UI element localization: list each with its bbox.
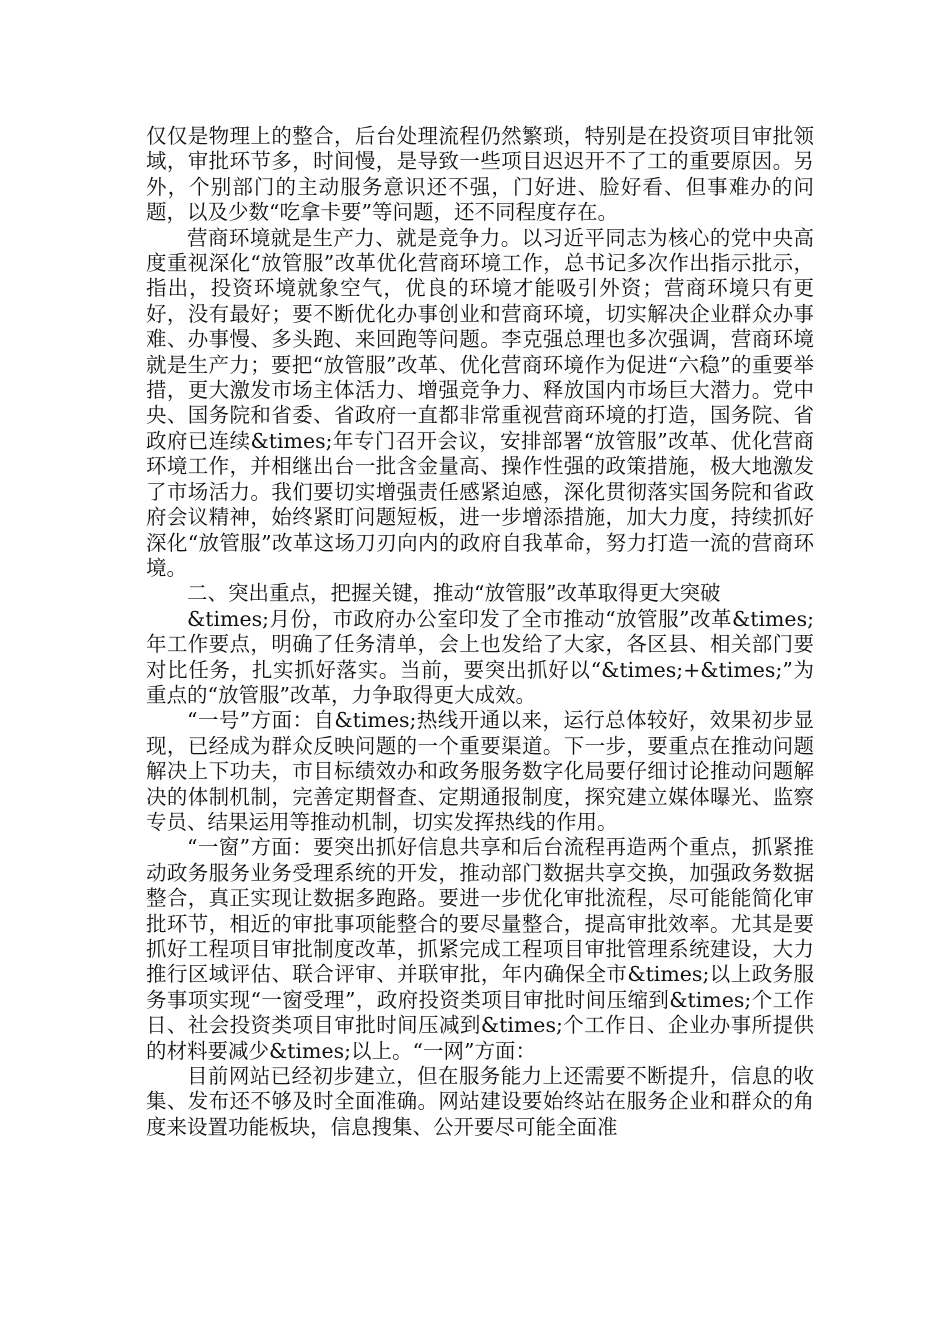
- paragraph-2: 营商环境就是生产力、就是竞争力。以习近平同志为核心的党中央高度重视深化“放管服”改革优化营商环境工作，总书记多次作出指示批示，指出，投资环境就象空气，优良的环境才能吸引外资；营商环境只有更好，没有最好；要不断优化办事创业和营商环境，切实解决企业群众办事难、办事慢、多头跑、来回跑等问题。李克强总理也多次强调，营商环境就是生产力；要把“放管服”改革、优化营商环境作为促进“六稳”的重要举措，更大激发市场主体活力、增强竞争力、释放国内市场巨大潜力。党中央、国务院和省委、省政府一直都非常重视营商环境的打造，国务院、省政府已连续&times;年专门召开会议，安排部署“放管服”改革、优化营商环境工作，并相继出台一批含金量高、操作性强的政策措施，极大地激发了市场活力。我们要切实增强责任感紧迫感，深化贯彻落实国务院和省政府会议精神，始终紧盯问题短板，进一步增添措施，加大力度，持续抓好深化“放管服”改革这场刀刃向内的政府自我革命，努力打造一流的营商环境。: [146, 225, 814, 580]
- paragraph-yihao: “一号”方面：自&times;热线开通以来，运行总体较好，效果初步显现，已经成为群众反映问题的一个重要渠道。下一步，要重点在推动问题解决上下功夫，市目标绩效办和政务服务数字化局要仔细讨论推动问题解决的体制机制，完善定期督查、定期通报制度，探究建立媒体曝光、监察专员、结果运用等推动机制，切实发挥热线的作用。: [146, 708, 814, 834]
- section-heading-2: 二、突出重点，把握关键，推动“放管服”改革取得更大突破: [187, 581, 721, 606]
- paragraph-yiwang: 目前网站已经初步建立，但在服务能力上还需要不断提升，信息的收集、发布还不够及时全面准确。网站建设要始终站在服务企业和群众的角度来设置功能板块，信息搜集、公开要尽可能全面准: [146, 1064, 814, 1139]
- paragraph-yichuang: “一窗”方面：要突出抓好信息共享和后台流程再造两个重点，抓紧推动政务服务业务受理系统的开发，推动部门数据共享交换，加强政务数据整合，真正实现让数据多跑路。要进一步优化审批流程，尽可能能简化审批环节，相近的审批事项能整合的要尽量整合，提高审批效率。尤其是要抓好工程项目审批制度改革，抓紧完成工程项目审批管理系统建设，大力推行区域评估、联合评审、并联审批，年内确保全市&times;以上政务服务事项实现“一窗受理”，政府投资类项目审批时间压缩到&times;个工作日、社会投资类项目审批时间压减到&times;个工作日、企业办事所提供的材料要减少&times;以上。“一网”方面：: [146, 835, 814, 1063]
- paragraph-3: &times;月份，市政府办公室印发了全市推动“放管服”改革&times;年工作要点，明确了任务清单，会上也发给了大家，各区县、相关部门要对比任务，扎实抓好落实。当前，要突出抓好以“&times;+&times;”为重点的“放管服”改革，力争取得更大成效。: [146, 606, 814, 707]
- document-body: [146, 124, 814, 1140]
- paragraph-1: 仅仅是物理上的整合，后台处理流程仍然繁琐，特别是在投资项目审批领域，审批环节多，时间慢，是导致一些项目迟迟开不了工的重要原因。另外，个别部门的主动服务意识还不强，门好进、脸好看、但事难办的问题，以及少数“吃拿卡要”等问题，还不同程度存在。: [146, 124, 814, 225]
